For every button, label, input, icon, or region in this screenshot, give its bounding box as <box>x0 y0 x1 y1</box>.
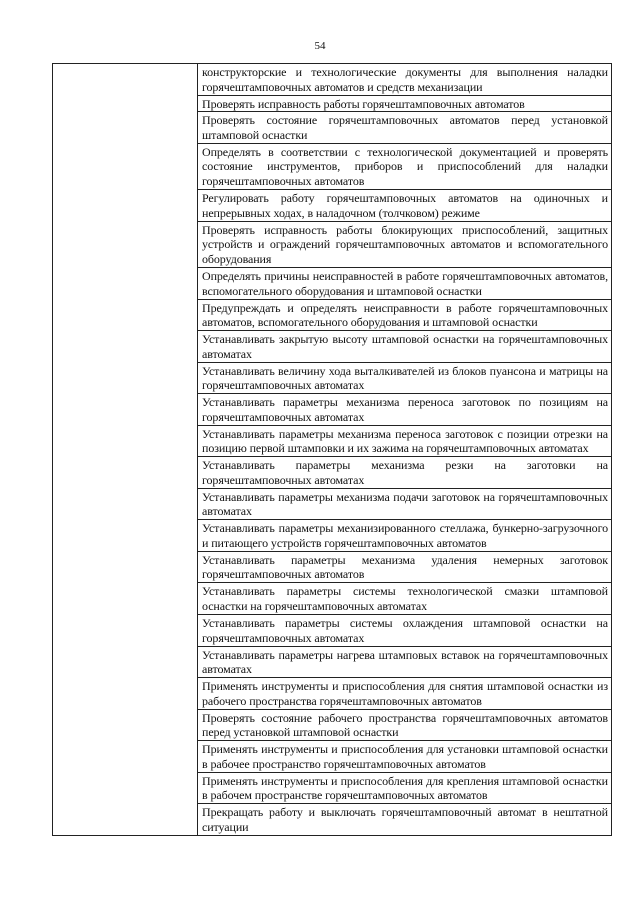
table-cell <box>198 143 612 189</box>
cell-text: Устанавливать параметры нагрева штамповых вставок на горячештамповочных автоматах <box>202 647 608 677</box>
table-cell <box>198 331 612 363</box>
table-cell <box>198 299 612 331</box>
cell-text: Устанавливать параметры системы технологической смазки штамповой оснастки на горячештамповочных автоматах <box>202 584 608 613</box>
cell-text: Проверять исправность работы блокирующих приспособлений, защитных устройств и ограждений горячештамповочных автоматов и вспомогательного оборудования <box>202 222 608 266</box>
table-cell <box>198 268 612 300</box>
table-cell <box>198 425 612 457</box>
cell-text: Устанавливать параметры механизированного стеллажа, бункерно-загрузочного и питающего устройств горячештамповочных автоматов <box>202 521 608 550</box>
table-cell <box>198 709 612 741</box>
cell-text: Определять причины неисправностей в работе горячештамповочных автоматов, вспомогательного оборудования и штамповой оснастки <box>202 269 608 298</box>
cell-text: конструкторские и технологические документы для выполнения наладки горячештамповочных автоматов и средств механизации <box>202 65 608 94</box>
table-cell <box>198 64 612 96</box>
cell-text: Устанавливать параметры механизма резки на заготовки на горячештамповочных автоматах <box>202 458 608 487</box>
skills-table <box>52 63 612 836</box>
cell-text: Проверять состояние рабочего пространства горячештамповочных автоматов перед установкой штамповой оснастки <box>202 710 608 740</box>
table-cell <box>198 678 612 710</box>
cell-text: Устанавливать параметры системы охлаждения штамповой оснастки на горячештамповочных автоматах <box>202 616 608 645</box>
table-cell <box>198 741 612 773</box>
table-cell <box>198 520 612 552</box>
table-cell <box>198 804 612 836</box>
page-number: 54 <box>314 40 326 52</box>
cell-text: Предупреждать и определять неисправности в работе горячештамповочных автоматов, вспомогательного оборудования и штамповой оснастки <box>202 300 608 330</box>
table-cell <box>198 221 612 267</box>
table-cell <box>198 95 612 112</box>
table-cell <box>198 394 612 426</box>
cell-text: Прекращать работу и выключать горячештамповочный автомат в нештатной ситуации <box>202 805 608 834</box>
table-cell <box>198 583 612 615</box>
table-cell <box>198 615 612 647</box>
cell-text: Применять инструменты и приспособления для снятия штамповой оснастки из рабочего пространства горячештамповочных автоматов <box>202 679 608 708</box>
cell-text: Проверять исправность работы горячештамповочных автоматов <box>202 96 525 111</box>
cell-text: Устанавливать параметры механизма удаления немерных заготовок горячештамповочных автоматов <box>202 552 608 582</box>
cell-text: Устанавливать величину хода выталкивателей из блоков пуансона и матрицы на горячештамповочных автоматах <box>202 363 608 393</box>
cell-text: Применять инструменты и приспособления для крепления штамповой оснастки в рабочем пространстве горячештамповочных автоматов <box>202 773 608 803</box>
cell-text: Применять инструменты и приспособления для установки штамповой оснастки в рабочее пространство горячештамповочных автоматов <box>202 742 608 771</box>
cell-text: Устанавливать закрытую высоту штамповой оснастки на горячештамповочных автоматах <box>202 332 608 361</box>
table-cell <box>198 362 612 394</box>
table-cell <box>198 112 612 144</box>
table-cell <box>198 488 612 520</box>
cell-text: Определять в соответствии с технологической документацией и проверять состояние инструментов, приборов и приспособлений для наладки горячештамповочных автоматов <box>202 144 608 188</box>
table-cell <box>198 457 612 489</box>
cell-text: Регулировать работу горячештамповочных автоматов на одиночных и непрерывных ходах, в наладочном (толчковом) режиме <box>202 191 608 220</box>
table-row <box>53 64 612 96</box>
cell-text: Устанавливать параметры механизма переноса заготовок с позиции отрезки на позицию первой штамповки и их зажима на горячештамповочных автоматах <box>202 426 608 456</box>
cell-text: Устанавливать параметры механизма подачи заготовок на горячештамповочных автоматах <box>202 489 608 519</box>
table-cell <box>198 551 612 583</box>
table-cell <box>198 646 612 678</box>
table-cell <box>198 190 612 222</box>
cell-text: Устанавливать параметры механизма переноса заготовок по позициям на горячештамповочных автоматах <box>202 395 608 424</box>
left-empty-cell <box>53 64 198 836</box>
table-cell <box>198 772 612 804</box>
cell-text: Проверять состояние горячештамповочных автоматов перед установкой штамповой оснастки <box>202 113 608 142</box>
